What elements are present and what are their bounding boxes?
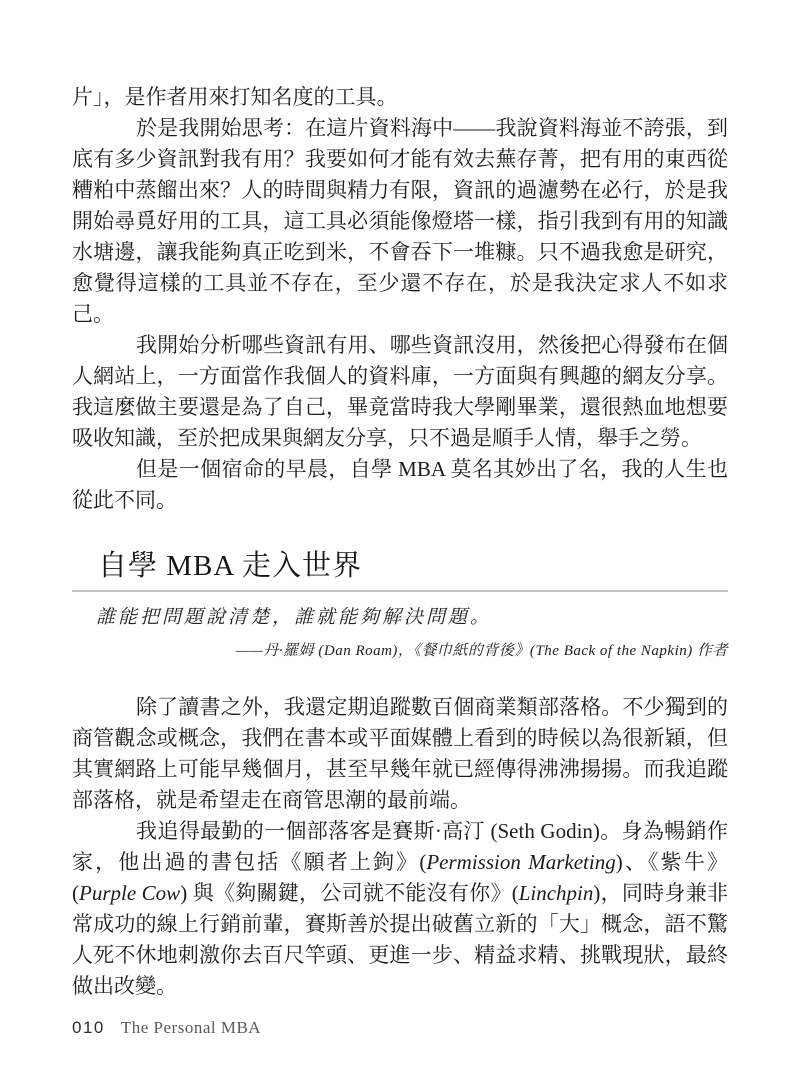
heading-rule bbox=[72, 590, 728, 592]
body-paragraph bbox=[72, 113, 728, 330]
paragraph-text: 除了讀書之外，我還定期追蹤數百個商業類部落格。不少獨到的商管觀念或概念，我們在書本或平面媒體上看到的時候以為很新穎，但其實網路上可能早幾個月，甚至早幾年就已經傳得沸沸揚揚。而我追蹤部落格，就是希望走在商管思潮的最前端。 bbox=[72, 695, 728, 812]
page-footer bbox=[72, 1018, 261, 1038]
body-paragraph bbox=[72, 330, 728, 454]
body-text-top bbox=[72, 82, 728, 516]
body-paragraph bbox=[72, 454, 728, 516]
paragraph-text: ) 與《夠關鍵，公司就不能沒有你》( bbox=[180, 881, 519, 905]
attribution-text: ——丹·羅姆 (Dan Roam)，《餐巾紙的背後》( bbox=[235, 643, 536, 659]
attribution-book-title: The Back of the Napkin bbox=[535, 643, 688, 659]
body-text-bottom bbox=[72, 692, 728, 1002]
body-paragraph bbox=[72, 82, 728, 113]
paragraph-text: 片」，是作者用來打知名度的工具。 bbox=[72, 85, 398, 109]
paragraph-text: )、《紫牛》( bbox=[72, 850, 728, 905]
paragraph-text: )，同時身兼非常成功的線上行銷前輩，賽斯善於提出破舊立新的「大」概念，語不驚人死不休地刺激你去百尺竿頭、更進一步、精益求精、挑戰現狀，最終做出改變。 bbox=[72, 881, 728, 998]
italic-text: Permission Marketing bbox=[426, 850, 616, 874]
paragraph-text: 我開始分析哪些資訊有用、哪些資訊沒用，然後把心得發布在個人網站上，一方面當作我個人的資料庫，一方面與有興趣的網友分享。我這麼做主要還是為了自己，畢竟當時我大學剛畢業，還很熱血地想要吸收知識，至於把成果與網友分享，只不過是順手人情，舉手之勞。 bbox=[72, 333, 728, 450]
running-title: The Personal MBA bbox=[120, 1018, 262, 1037]
paragraph-text: 但是一個宿命的早晨，自學 MBA 莫名其妙出了名，我的人生也從此不同。 bbox=[72, 457, 728, 512]
page-content bbox=[72, 82, 728, 1002]
epigraph-attribution bbox=[72, 640, 728, 662]
italic-text: Purple Cow bbox=[79, 881, 181, 905]
paragraph-text: 於是我開始思考：在這片資料海中——我說資料海並不誇張，到底有多少資訊對我有用？我要如何才能有效去蕪存菁，把有用的東西從糟粕中蒸餾出來？人的時間與精力有限，資訊的過濾勢在必行，於是我開始尋覓好用的工具，這工具必須能像燈塔一樣，指引我到有用的知識水塘邊，讓我能夠真正吃到米，不會吞下一堆糠。只不過我愈是研究，愈覺得這樣的工具並不存在，至少還不存在，於是我決定求人不如求己。 bbox=[72, 116, 728, 326]
attribution-suffix: ) 作者 bbox=[687, 643, 728, 659]
body-paragraph bbox=[72, 816, 728, 1002]
body-paragraph bbox=[72, 692, 728, 816]
page-number: 010 bbox=[72, 1018, 105, 1037]
section-heading: 自學 MBA 走入世界 bbox=[98, 550, 362, 582]
italic-text: Linchpin bbox=[518, 881, 594, 905]
paragraph-text: 我追得最勤的一個部落客是賽斯·高汀 (Seth Godin)。身為暢銷作家，他出過的書包括《願者上鉤》( bbox=[72, 819, 728, 874]
epigraph-quote: 誰能把問題說清楚，誰就能夠解決問題。 bbox=[96, 607, 493, 628]
